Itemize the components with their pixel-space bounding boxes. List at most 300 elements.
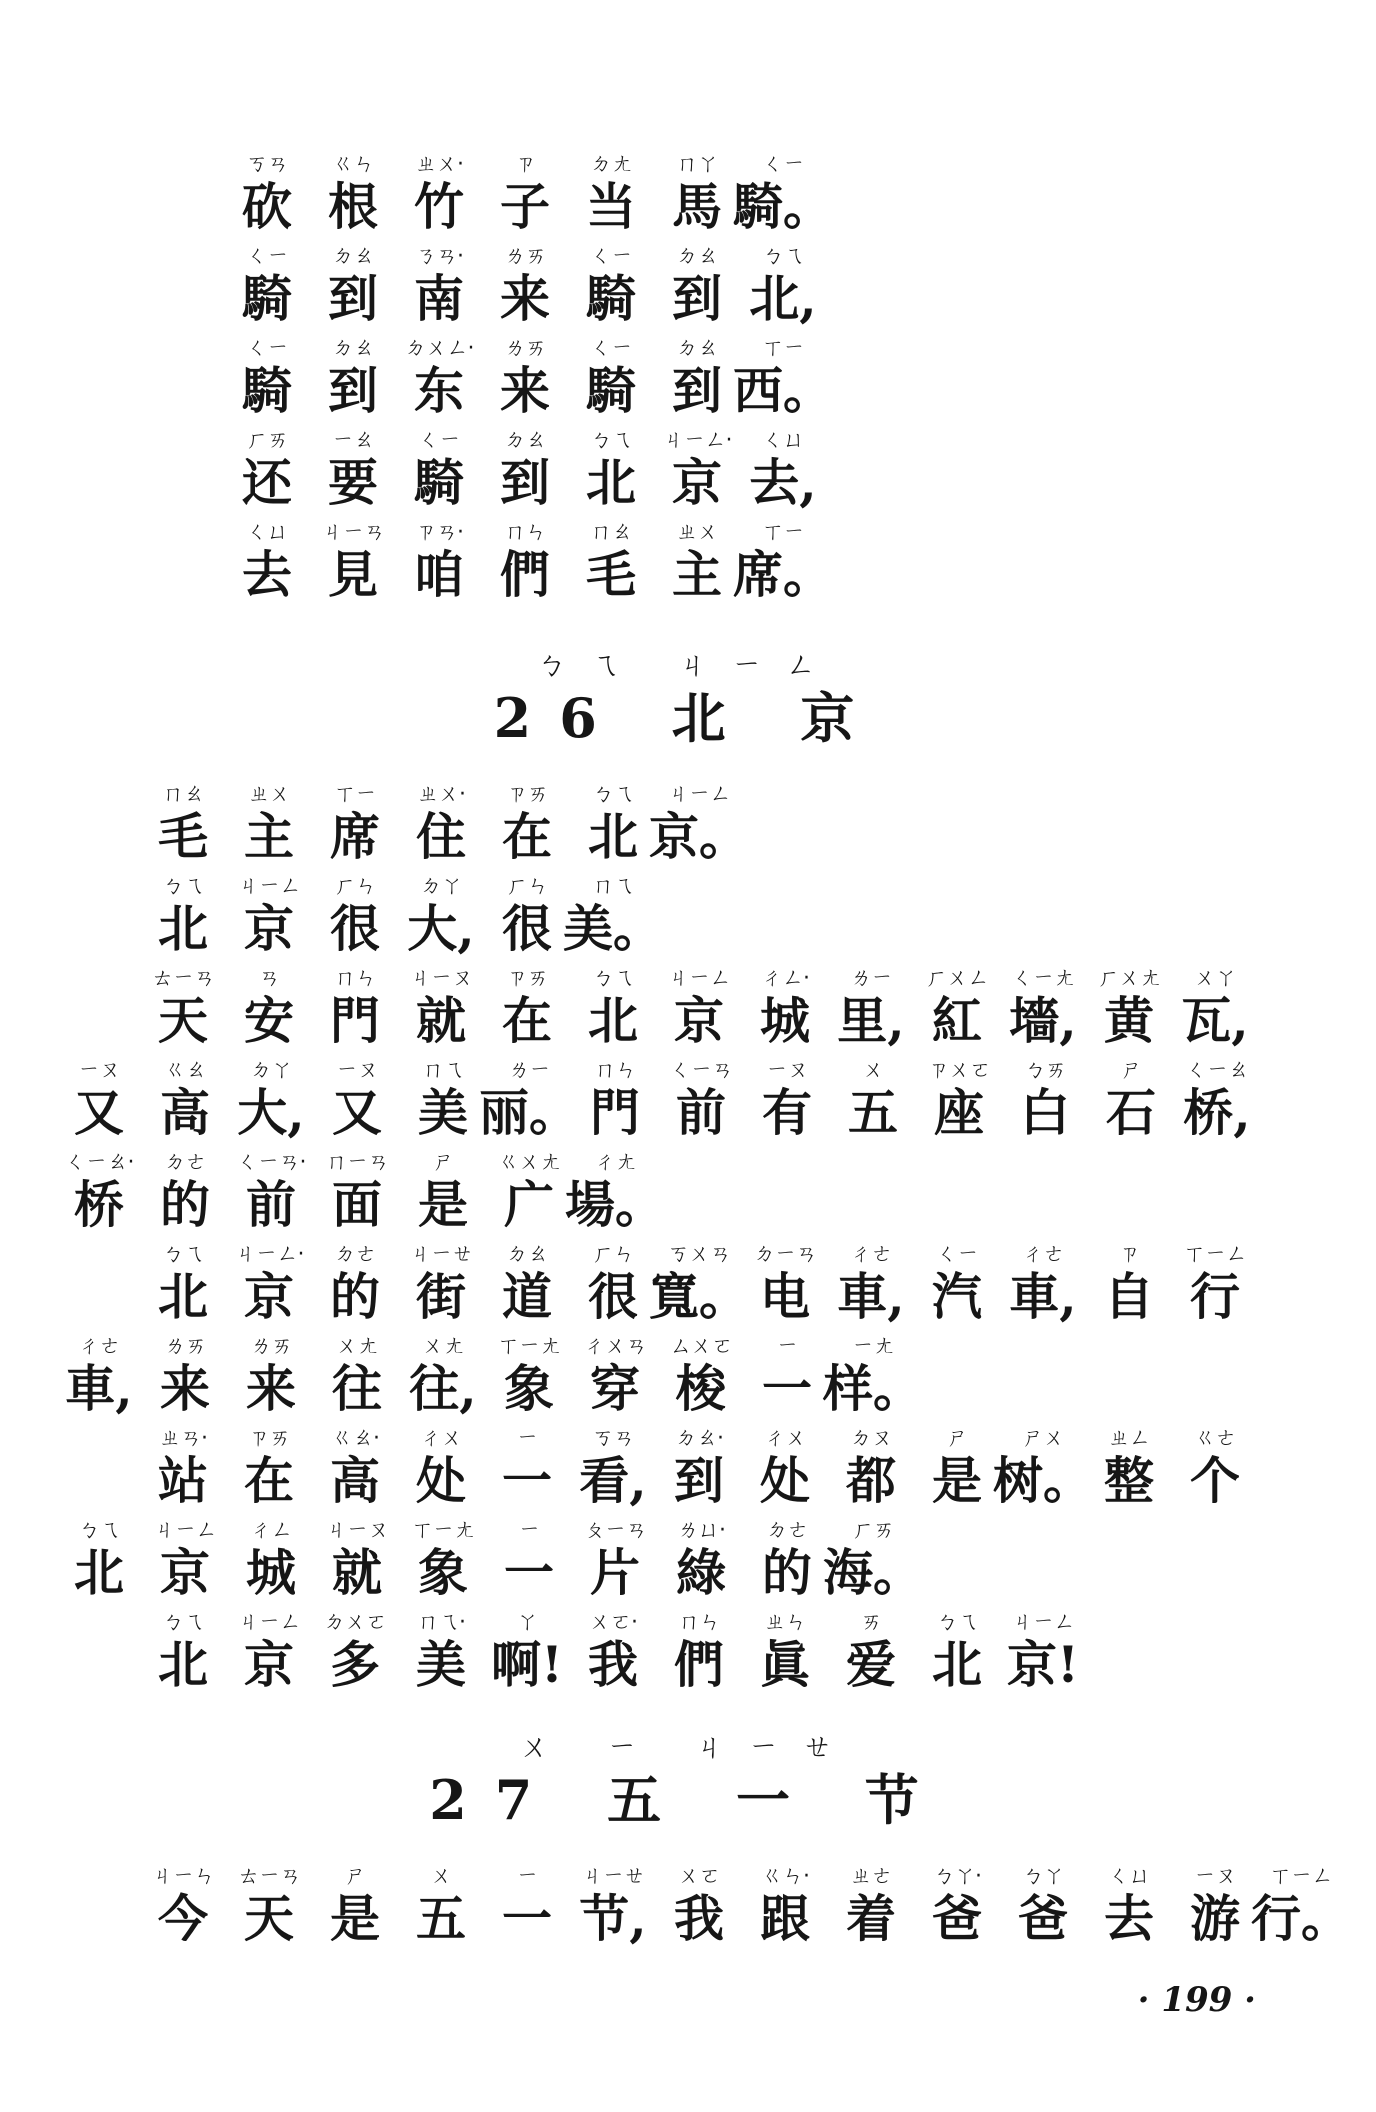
zhuyin-annotation: ㄉㄨㄥ· bbox=[404, 336, 474, 361]
char-cell bbox=[1174, 1056, 1260, 1142]
char-cell bbox=[314, 1056, 400, 1142]
char-cell bbox=[310, 242, 396, 328]
hanzi-character: 京 bbox=[244, 899, 294, 958]
hanzi-character: 大, bbox=[237, 1083, 305, 1142]
hanzi-character: 来 bbox=[246, 1359, 296, 1418]
hanzi-character: 整 bbox=[1104, 1451, 1154, 1510]
char-cell bbox=[226, 1424, 312, 1510]
zhuyin-annotation: ㄉㄜ bbox=[765, 1518, 808, 1543]
zhuyin-annotation: ㄅㄞ bbox=[1023, 1058, 1066, 1083]
char-cell bbox=[658, 1056, 744, 1142]
char-cell bbox=[142, 1516, 228, 1602]
hanzi-character: 北 bbox=[588, 807, 638, 866]
char-cell bbox=[570, 1240, 656, 1326]
char-cell bbox=[140, 872, 226, 958]
poem-line-1 bbox=[224, 150, 833, 236]
char-cell bbox=[658, 1332, 744, 1418]
lesson-26-line-1 bbox=[140, 780, 749, 866]
hanzi-character: 到 bbox=[328, 269, 378, 328]
hanzi-character: 黄 bbox=[1104, 991, 1154, 1050]
char-cell bbox=[484, 1424, 570, 1510]
char-cell bbox=[1086, 964, 1172, 1050]
zhuyin-annotation: ㄉㄚ bbox=[419, 874, 462, 899]
hanzi-character: 爸 bbox=[932, 1889, 982, 1948]
hanzi-character: 騎 bbox=[414, 453, 464, 512]
char-cell bbox=[656, 964, 742, 1050]
hanzi-character: 北 bbox=[158, 899, 208, 958]
hanzi-character: 天 bbox=[158, 991, 208, 1050]
char-cell bbox=[226, 872, 312, 958]
hanzi-character: 街 bbox=[416, 1267, 466, 1326]
char-cell bbox=[742, 964, 828, 1050]
zhuyin-annotation: ㄐㄧㄥ· bbox=[234, 1242, 304, 1267]
hanzi-character: 根 bbox=[328, 177, 378, 236]
char-cell bbox=[742, 1424, 828, 1510]
zhuyin-annotation: ㄅㄟ bbox=[161, 1242, 204, 1267]
char-cell bbox=[400, 1332, 486, 1418]
char-cell bbox=[56, 1148, 142, 1234]
hanzi-character: 京。 bbox=[649, 807, 749, 866]
zhuyin-annotation: ㄉㄤ bbox=[589, 152, 632, 177]
hanzi-character: 跟 bbox=[760, 1889, 810, 1948]
lesson-27-zhuyin: ㄨ ㄧ ㄐㄧㄝ bbox=[519, 1730, 857, 1765]
char-cell bbox=[823, 1516, 923, 1602]
char-cell bbox=[744, 1332, 830, 1418]
char-cell bbox=[568, 334, 654, 420]
char-cell bbox=[830, 1056, 916, 1142]
zhuyin-annotation: ㄧㄤ bbox=[851, 1334, 894, 1359]
hanzi-character: 东 bbox=[414, 361, 464, 420]
hanzi-character: 砍 bbox=[242, 177, 292, 236]
zhuyin-annotation: ㄧ bbox=[516, 1426, 538, 1451]
zhuyin-annotation: ㄐㄧㄝ bbox=[409, 1242, 473, 1267]
hanzi-character: 騎 bbox=[242, 269, 292, 328]
zhuyin-annotation: ㄉㄜ bbox=[333, 1242, 376, 1267]
char-cell bbox=[649, 1240, 749, 1326]
hanzi-character: 就 bbox=[416, 991, 466, 1050]
zhuyin-annotation: ㄋㄢ· bbox=[415, 244, 463, 269]
zhuyin-annotation: ㄌㄩ· bbox=[677, 1518, 725, 1543]
char-cell bbox=[224, 334, 310, 420]
char-cell bbox=[56, 1516, 142, 1602]
zhuyin-annotation: ㄌㄞ bbox=[163, 1334, 206, 1359]
zhuyin-annotation: ㄑㄩ bbox=[761, 428, 804, 453]
hanzi-character: 片 bbox=[590, 1543, 640, 1602]
hanzi-character: 去 bbox=[1104, 1889, 1154, 1948]
char-cell bbox=[398, 1240, 484, 1326]
lesson-27-line-1 bbox=[140, 1862, 1351, 1948]
zhuyin-annotation: ㄍㄣ bbox=[331, 152, 374, 177]
zhuyin-annotation: ㄒㄧ bbox=[333, 782, 376, 807]
lesson-27-title: 27 五 一 节 bbox=[429, 1768, 947, 1832]
hanzi-character: 的 bbox=[330, 1267, 380, 1326]
hanzi-character: 都 bbox=[846, 1451, 896, 1510]
hanzi-character: 五 bbox=[848, 1083, 898, 1142]
hanzi-character: 門 bbox=[330, 991, 380, 1050]
zhuyin-annotation: ㄗㄢ· bbox=[415, 520, 463, 545]
zhuyin-annotation: ㄇㄣ bbox=[677, 1610, 720, 1635]
char-cell bbox=[398, 780, 484, 866]
char-cell bbox=[228, 1332, 314, 1418]
zhuyin-annotation: ㄧㄡ bbox=[77, 1058, 120, 1083]
char-cell bbox=[654, 242, 740, 328]
char-cell bbox=[482, 518, 568, 604]
char-cell bbox=[656, 1424, 742, 1510]
hanzi-character: 寬。 bbox=[649, 1267, 749, 1326]
lesson-26-line-5 bbox=[56, 1148, 665, 1234]
char-cell bbox=[1172, 1240, 1258, 1326]
char-cell bbox=[484, 872, 570, 958]
hanzi-character: 美 bbox=[418, 1083, 468, 1142]
hanzi-character: 前 bbox=[676, 1083, 726, 1142]
char-cell bbox=[565, 1148, 665, 1234]
char-cell bbox=[486, 1516, 572, 1602]
char-cell bbox=[400, 1148, 486, 1234]
hanzi-character: 北 bbox=[588, 991, 638, 1050]
zhuyin-annotation: ㄧ bbox=[516, 1864, 538, 1889]
char-cell bbox=[140, 964, 226, 1050]
hanzi-character: 梭 bbox=[676, 1359, 726, 1418]
page-number: · 199 · bbox=[1137, 1980, 1256, 2020]
hanzi-character: 綠 bbox=[676, 1543, 726, 1602]
zhuyin-annotation: ㄐㄧㄥ bbox=[153, 1518, 217, 1543]
hanzi-character: 桥, bbox=[1183, 1083, 1251, 1142]
hanzi-character: 京 bbox=[244, 1267, 294, 1326]
hanzi-character: 紅 bbox=[932, 991, 982, 1050]
zhuyin-annotation: ㄧㄡ bbox=[335, 1058, 378, 1083]
zhuyin-annotation: ㄔㄨ bbox=[763, 1426, 806, 1451]
zhuyin-annotation: ㄒㄧ bbox=[761, 520, 804, 545]
hanzi-character: 席 bbox=[330, 807, 380, 866]
zhuyin-annotation: ㄉㄠ bbox=[331, 336, 374, 361]
hanzi-character: 树。 bbox=[993, 1451, 1093, 1510]
poem-line-2 bbox=[224, 242, 826, 328]
hanzi-character: 往 bbox=[332, 1359, 382, 1418]
char-cell bbox=[484, 780, 570, 866]
char-cell bbox=[482, 242, 568, 328]
zhuyin-annotation: ㄓㄣ bbox=[763, 1610, 806, 1635]
char-cell bbox=[742, 1862, 828, 1948]
zhuyin-annotation: ㄇㄧㄢ bbox=[325, 1150, 389, 1175]
char-cell bbox=[484, 1240, 570, 1326]
char-cell bbox=[312, 1608, 398, 1694]
lesson-26-line-10 bbox=[140, 1608, 1086, 1694]
zhuyin-annotation: ㄨㄤ bbox=[335, 1334, 378, 1359]
lesson-26-zhuyin: ㄅㄟ ㄐㄧㄥ bbox=[536, 648, 840, 683]
zhuyin-annotation: ㄇㄠ bbox=[161, 782, 204, 807]
hanzi-character: 汽 bbox=[932, 1267, 982, 1326]
zhuyin-annotation: ㄑㄩ bbox=[245, 520, 288, 545]
char-cell bbox=[398, 1608, 484, 1694]
zhuyin-annotation: ㄕ bbox=[432, 1150, 454, 1175]
hanzi-character: 毛 bbox=[586, 545, 636, 604]
hanzi-character: 电 bbox=[760, 1267, 810, 1326]
zhuyin-annotation: ㄑㄧ bbox=[245, 336, 288, 361]
char-cell bbox=[993, 1424, 1093, 1510]
char-cell bbox=[228, 1148, 314, 1234]
zhuyin-annotation: ㄧ bbox=[776, 1334, 798, 1359]
zhuyin-annotation: ㄇㄟ· bbox=[417, 1610, 465, 1635]
zhuyin-annotation: ㄉㄠ bbox=[675, 336, 718, 361]
zhuyin-annotation: ㄔㄤ bbox=[593, 1150, 636, 1175]
hanzi-character: 北 bbox=[932, 1635, 982, 1694]
zhuyin-annotation: ㄓㄥ bbox=[1107, 1426, 1150, 1451]
zhuyin-annotation: ㄓㄢ· bbox=[159, 1426, 207, 1451]
hanzi-character: 騎 bbox=[586, 269, 636, 328]
char-cell bbox=[568, 242, 654, 328]
char-cell bbox=[224, 242, 310, 328]
hanzi-character: 样。 bbox=[823, 1359, 923, 1418]
zhuyin-annotation: ㄏㄞ bbox=[851, 1518, 894, 1543]
zhuyin-annotation: ㄅㄚ bbox=[1021, 1864, 1064, 1889]
zhuyin-annotation: ㄔㄨ bbox=[419, 1426, 462, 1451]
zhuyin-annotation: ㄗㄨㄛ bbox=[927, 1058, 991, 1083]
zhuyin-annotation: ㄑㄩ bbox=[1107, 1864, 1150, 1889]
hanzi-character: 来 bbox=[160, 1359, 210, 1418]
char-cell bbox=[828, 1424, 914, 1510]
hanzi-character: 很 bbox=[502, 899, 552, 958]
char-cell bbox=[1000, 1608, 1086, 1694]
char-cell bbox=[1172, 1424, 1258, 1510]
hanzi-character: 到 bbox=[672, 269, 722, 328]
hanzi-character: 美。 bbox=[563, 899, 663, 958]
hanzi-character: 道 bbox=[502, 1267, 552, 1326]
zhuyin-annotation: ㄉㄧㄢ bbox=[753, 1242, 817, 1267]
char-cell bbox=[484, 1862, 570, 1948]
hanzi-character: 北 bbox=[158, 1635, 208, 1694]
hanzi-character: 北 bbox=[158, 1267, 208, 1326]
hanzi-character: 住 bbox=[416, 807, 466, 866]
char-cell bbox=[398, 872, 484, 958]
zhuyin-annotation: ㄏㄨㄥ bbox=[925, 966, 989, 991]
char-cell bbox=[140, 1424, 226, 1510]
hanzi-character: 一 bbox=[502, 1889, 552, 1948]
zhuyin-annotation: ㄉㄡ bbox=[849, 1426, 892, 1451]
hanzi-character: 去 bbox=[242, 545, 292, 604]
zhuyin-annotation: ㄔㄜ bbox=[77, 1334, 120, 1359]
char-cell bbox=[140, 780, 226, 866]
char-cell bbox=[1088, 1056, 1174, 1142]
char-cell bbox=[228, 1056, 314, 1142]
zhuyin-annotation: ㄆㄧㄢ bbox=[583, 1518, 647, 1543]
char-cell bbox=[224, 426, 310, 512]
zhuyin-annotation: ㄉㄠ bbox=[503, 428, 546, 453]
char-cell bbox=[733, 518, 833, 604]
zhuyin-annotation: ㄇㄣ bbox=[333, 966, 376, 991]
zhuyin-annotation: ㄅㄟ bbox=[591, 966, 634, 991]
hanzi-character: 車, bbox=[837, 1267, 905, 1326]
hanzi-character: 天 bbox=[244, 1889, 294, 1948]
zhuyin-annotation: ㄒㄧㄤ bbox=[411, 1518, 475, 1543]
char-cell bbox=[486, 1332, 572, 1418]
hanzi-character: 行 bbox=[1190, 1267, 1240, 1326]
zhuyin-annotation: ㄕㄨ bbox=[1021, 1426, 1064, 1451]
hanzi-character: 南 bbox=[414, 269, 464, 328]
char-cell bbox=[570, 1862, 656, 1948]
zhuyin-annotation: ㄏㄞ bbox=[245, 428, 288, 453]
hanzi-character: 座 bbox=[934, 1083, 984, 1142]
zhuyin-annotation: ㄉㄠ bbox=[675, 244, 718, 269]
hanzi-character: 主 bbox=[244, 807, 294, 866]
zhuyin-annotation: ㄉㄚ bbox=[249, 1058, 292, 1083]
zhuyin-annotation: ㄢ bbox=[258, 966, 280, 991]
char-cell bbox=[1000, 964, 1086, 1050]
zhuyin-annotation: ㄨ bbox=[430, 1864, 452, 1889]
char-cell bbox=[570, 780, 656, 866]
zhuyin-annotation: ㄅㄟ bbox=[591, 782, 634, 807]
char-cell bbox=[1251, 1862, 1351, 1948]
zhuyin-annotation: ㄌㄞ bbox=[503, 336, 546, 361]
zhuyin-annotation: ㄑㄧㄤ bbox=[1011, 966, 1075, 991]
zhuyin-annotation: ㄌㄧ bbox=[507, 1058, 550, 1083]
zhuyin-annotation: ㄐㄧㄥ bbox=[237, 874, 301, 899]
hanzi-character: 美 bbox=[416, 1635, 466, 1694]
char-cell bbox=[914, 1608, 1000, 1694]
char-cell bbox=[916, 1056, 1002, 1142]
char-cell bbox=[568, 150, 654, 236]
hanzi-character: 主 bbox=[672, 545, 722, 604]
hanzi-character: 們 bbox=[500, 545, 550, 604]
hanzi-character: 門 bbox=[590, 1083, 640, 1142]
zhuyin-annotation: ㄍㄨㄤ bbox=[497, 1150, 561, 1175]
zhuyin-annotation: ㄑㄧ bbox=[589, 244, 632, 269]
hanzi-character: 一 bbox=[762, 1359, 812, 1418]
hanzi-character: 啊! bbox=[491, 1635, 563, 1694]
hanzi-character: 穿 bbox=[590, 1359, 640, 1418]
char-cell bbox=[396, 426, 482, 512]
zhuyin-annotation: ㄎㄨㄢ bbox=[667, 1242, 731, 1267]
char-cell bbox=[572, 1516, 658, 1602]
char-cell bbox=[656, 1862, 742, 1948]
zhuyin-annotation: ㄒㄧ bbox=[761, 336, 804, 361]
zhuyin-annotation: ㄕ bbox=[344, 1864, 366, 1889]
zhuyin-annotation: ㄅㄟ bbox=[161, 874, 204, 899]
zhuyin-annotation: ㄧㄡ bbox=[765, 1058, 808, 1083]
char-cell bbox=[396, 518, 482, 604]
zhuyin-annotation: ㄐㄧㄥ bbox=[237, 1610, 301, 1635]
char-cell bbox=[484, 1608, 570, 1694]
zhuyin-annotation: ㄇㄣ bbox=[503, 520, 546, 545]
hanzi-character: 个 bbox=[1190, 1451, 1240, 1510]
char-cell bbox=[312, 1424, 398, 1510]
char-cell bbox=[482, 150, 568, 236]
hanzi-character: 广 bbox=[504, 1175, 554, 1234]
char-cell bbox=[914, 964, 1000, 1050]
char-cell bbox=[649, 780, 749, 866]
hanzi-character: 游 bbox=[1190, 1889, 1240, 1948]
zhuyin-annotation: ㄇㄠ bbox=[589, 520, 632, 545]
zhuyin-annotation: ㄚ bbox=[516, 1610, 538, 1635]
zhuyin-annotation: ㄨㄚ bbox=[1193, 966, 1236, 991]
zhuyin-annotation: ㄕ bbox=[1120, 1058, 1142, 1083]
zhuyin-annotation: ㄍㄠ bbox=[163, 1058, 206, 1083]
zhuyin-annotation: ㄗㄞ bbox=[505, 966, 548, 991]
zhuyin-annotation: ㄇㄟ bbox=[591, 874, 634, 899]
char-cell bbox=[312, 1240, 398, 1326]
hanzi-character: 今 bbox=[158, 1889, 208, 1948]
hanzi-character: 到 bbox=[500, 453, 550, 512]
zhuyin-annotation: ㄊㄧㄢ bbox=[237, 1864, 301, 1889]
char-cell bbox=[396, 242, 482, 328]
hanzi-character: 車, bbox=[65, 1359, 133, 1418]
zhuyin-annotation: ㄓㄜ bbox=[849, 1864, 892, 1889]
char-cell bbox=[1000, 1862, 1086, 1948]
hanzi-character: 我 bbox=[588, 1635, 638, 1694]
zhuyin-annotation: ㄧ bbox=[518, 1518, 540, 1543]
zhuyin-annotation: ㄅㄟ bbox=[77, 1518, 120, 1543]
hanzi-character: 騎 bbox=[242, 361, 292, 420]
zhuyin-annotation: ㄐㄧㄢ bbox=[321, 520, 385, 545]
zhuyin-annotation: ㄒㄧㄥ bbox=[1269, 1864, 1333, 1889]
hanzi-character: 車, bbox=[1009, 1267, 1077, 1326]
char-cell bbox=[914, 1862, 1000, 1948]
hanzi-character: 京 bbox=[674, 991, 724, 1050]
hanzi-character: 当 bbox=[586, 177, 636, 236]
zhuyin-annotation: ㄑㄧ bbox=[935, 1242, 978, 1267]
char-cell bbox=[226, 1608, 312, 1694]
zhuyin-annotation: ㄐㄧㄥ· bbox=[662, 428, 732, 453]
char-cell bbox=[142, 1332, 228, 1418]
hanzi-character: 里, bbox=[837, 991, 905, 1050]
char-cell bbox=[654, 150, 740, 236]
char-cell bbox=[914, 1240, 1000, 1326]
char-cell bbox=[572, 1056, 658, 1142]
zhuyin-annotation: ㄅㄟ bbox=[935, 1610, 978, 1635]
char-cell bbox=[568, 426, 654, 512]
hanzi-character: 到 bbox=[328, 361, 378, 420]
char-cell bbox=[314, 1332, 400, 1418]
char-cell bbox=[733, 334, 833, 420]
char-cell bbox=[226, 780, 312, 866]
hanzi-character: 在 bbox=[502, 807, 552, 866]
char-cell bbox=[140, 1862, 226, 1948]
char-cell bbox=[226, 1862, 312, 1948]
hanzi-character: 們 bbox=[674, 1635, 724, 1694]
hanzi-character: 場。 bbox=[565, 1175, 665, 1234]
char-cell bbox=[828, 964, 914, 1050]
zhuyin-annotation: ㄐㄧㄝ bbox=[581, 1864, 645, 1889]
hanzi-character: 北 bbox=[586, 453, 636, 512]
hanzi-character: 有 bbox=[762, 1083, 812, 1142]
hanzi-character: 大, bbox=[407, 899, 475, 958]
lesson-26-line-6 bbox=[140, 1240, 1258, 1326]
hanzi-character: 来 bbox=[500, 361, 550, 420]
char-cell bbox=[1002, 1056, 1088, 1142]
char-cell bbox=[828, 1608, 914, 1694]
char-cell bbox=[312, 780, 398, 866]
char-cell bbox=[228, 1516, 314, 1602]
char-cell bbox=[568, 518, 654, 604]
hanzi-character: 行。 bbox=[1251, 1889, 1351, 1948]
lesson-26-title: 26 北 京 bbox=[493, 686, 883, 750]
zhuyin-annotation: ㄗ bbox=[514, 152, 536, 177]
char-cell bbox=[310, 426, 396, 512]
zhuyin-annotation: ㄎㄢ bbox=[591, 1426, 634, 1451]
char-cell bbox=[398, 964, 484, 1050]
zhuyin-annotation: ㄏㄣ bbox=[505, 874, 548, 899]
zhuyin-annotation: ㄉㄠ bbox=[331, 244, 374, 269]
hanzi-character: 看, bbox=[579, 1451, 647, 1510]
zhuyin-annotation: ㄐㄧㄥ bbox=[1011, 1610, 1075, 1635]
zhuyin-annotation: ㄙㄨㄛ bbox=[669, 1334, 733, 1359]
zhuyin-annotation: ㄑㄧㄢ· bbox=[236, 1150, 306, 1175]
hanzi-character: 往, bbox=[409, 1359, 477, 1418]
char-cell bbox=[823, 1332, 923, 1418]
zhuyin-annotation: ㄏㄣ bbox=[333, 874, 376, 899]
zhuyin-annotation: ㄔㄨㄢ bbox=[583, 1334, 647, 1359]
char-cell bbox=[1086, 1240, 1172, 1326]
zhuyin-annotation: ㄐㄧㄡ bbox=[409, 966, 473, 991]
